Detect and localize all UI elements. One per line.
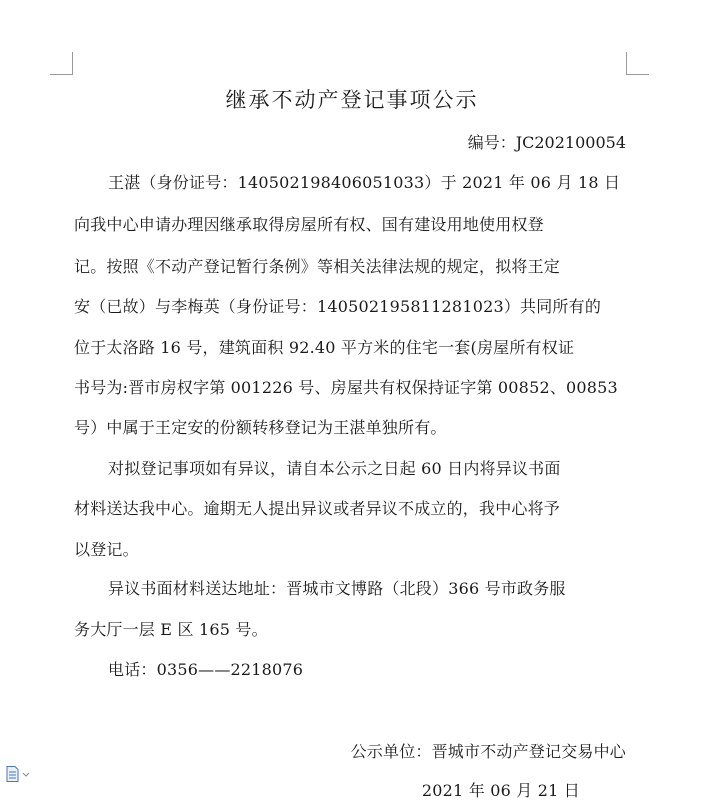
phone-number: 电话：0356——2218076 [108,660,304,679]
text-line: 号）中属于王定安的份额转移登记为王湛单独所有。 [74,418,447,437]
text-line: 安（已故）与李梅英（身份证号：140502195811281023）共同所有的 [74,297,602,316]
document-icon[interactable] [6,766,32,782]
issue-date: 2021 年 06 月 21 日 [421,781,580,800]
text-line: 书号为:晋市房权字第 001226 号、房屋共有权保持证字第 00852、00853 [74,378,618,397]
text-line: 务大厅一层 E 区 165 号。 [74,620,268,639]
text-line: 位于太洛路 16 号，建筑面积 92.40 平方米的住宅一套(房屋所有权证 [74,338,575,357]
crop-mark-top-right [626,52,649,75]
text-line: 材料送达我中心。逾期无人提出异议或者异议不成立的，我中心将予 [74,499,561,518]
document-number: 编号：JC202100054 [467,133,626,152]
text-line: 以登记。 [74,540,139,559]
crop-mark-top-left [50,52,73,75]
text-line: 对拟登记事项如有异议，请自本公示之日起 60 日内将异议书面 [108,459,561,478]
text-line: 向我中心申请办理因继承取得房屋所有权、国有建设用地使用权登 [74,215,544,234]
text-line: 异议书面材料送达地址：晋城市文博路（北段）366 号市政务服 [108,579,566,598]
issuer-name: 公示单位：晋城市不动产登记交易中心 [350,742,626,761]
text-line: 王湛（身份证号：140502198406051033）于 2021 年 06 月 18 日 [108,173,621,192]
text-line: 记。按照《不动产登记暂行条例》等相关法律法规的规定，拟将王定 [74,257,561,276]
document-title: 继承不动产登记事项公示 [225,88,479,112]
